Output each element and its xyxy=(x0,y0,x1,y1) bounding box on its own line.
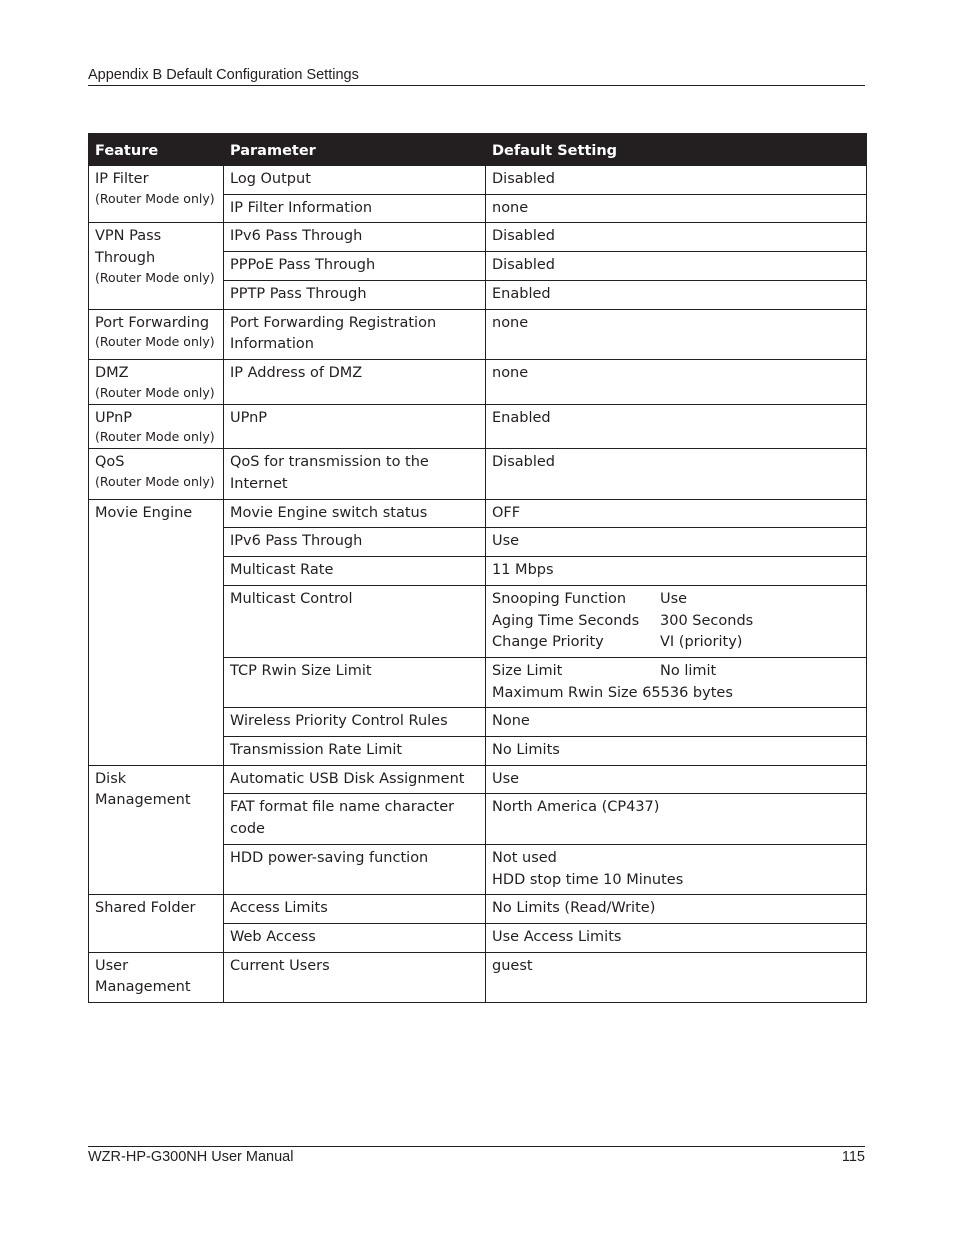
page-footer xyxy=(88,1146,865,1165)
setting-key: Change Priority xyxy=(492,634,604,651)
feature-name: User xyxy=(95,957,129,974)
feature-name: Disk xyxy=(95,770,127,787)
feature-cell xyxy=(89,765,224,895)
table-row xyxy=(89,404,867,449)
feature-name: Port Forwarding xyxy=(95,314,210,331)
table-row xyxy=(89,765,867,794)
default-cell: No Limits xyxy=(486,737,867,766)
parameter-cell: IP Address of DMZ xyxy=(224,359,486,404)
feature-name: Movie Engine xyxy=(95,504,193,521)
parameter-cell: Multicast Rate xyxy=(224,557,486,586)
feature-note: (Router Mode only) xyxy=(95,384,215,400)
feature-note: (Router Mode only) xyxy=(95,429,215,445)
default-cell: Disabled xyxy=(486,166,867,195)
table-row xyxy=(89,166,867,195)
table-row xyxy=(89,895,867,924)
column-header-feature: Feature xyxy=(89,134,224,166)
table-row xyxy=(89,449,867,499)
default-cell: OFF xyxy=(486,499,867,528)
default-cell: None xyxy=(486,708,867,737)
feature-name: DMZ xyxy=(95,364,129,381)
parameter-cell: IP Filter Information xyxy=(224,194,486,223)
setting-pair xyxy=(492,589,860,611)
table-row xyxy=(89,952,867,1002)
default-settings-table xyxy=(88,133,867,1003)
parameter-cell: IPv6 Pass Through xyxy=(224,528,486,557)
setting-value: VI (priority) xyxy=(660,634,743,651)
default-cell: Disabled xyxy=(486,223,867,252)
parameter-cell: FAT format file name character code xyxy=(224,794,486,844)
parameter-cell: Automatic USB Disk Assignment xyxy=(224,765,486,794)
parameter-cell: Transmission Rate Limit xyxy=(224,737,486,766)
parameter-cell: TCP Rwin Size Limit xyxy=(224,657,486,707)
column-header-parameter: Parameter xyxy=(224,134,486,166)
feature-cell xyxy=(89,223,224,309)
feature-name: UPnP xyxy=(95,409,133,426)
feature-cell xyxy=(89,952,224,1002)
default-cell: 11 Mbps xyxy=(486,557,867,586)
table-row xyxy=(89,359,867,404)
feature-name: VPN Pass xyxy=(95,228,162,245)
default-cell: guest xyxy=(486,952,867,1002)
default-cell xyxy=(486,585,867,657)
setting-line: HDD stop time 10 Minutes xyxy=(492,871,684,888)
feature-name: Management xyxy=(95,792,191,809)
parameter-cell: Web Access xyxy=(224,923,486,952)
setting-value: No limit xyxy=(660,662,717,679)
default-cell: No Limits (Read/Write) xyxy=(486,895,867,924)
table-row xyxy=(89,499,867,528)
feature-cell xyxy=(89,309,224,359)
feature-note: (Router Mode only) xyxy=(95,269,215,285)
table-row xyxy=(89,309,867,359)
parameter-cell: HDD power-saving function xyxy=(224,844,486,894)
feature-name: Management xyxy=(95,979,191,996)
table-row xyxy=(89,223,867,252)
header-title: Appendix B Default Configuration Settings xyxy=(88,67,359,83)
parameter-cell: QoS for transmission to the Internet xyxy=(224,449,486,499)
parameter-cell: Current Users xyxy=(224,952,486,1002)
feature-cell xyxy=(89,166,224,223)
default-cell xyxy=(486,844,867,894)
feature-cell xyxy=(89,449,224,499)
parameter-cell: PPTP Pass Through xyxy=(224,280,486,309)
setting-pair xyxy=(492,611,860,633)
parameter-cell: PPPoE Pass Through xyxy=(224,252,486,281)
setting-line: Maximum Rwin Size 65536 bytes xyxy=(492,684,733,701)
default-cell: Use xyxy=(486,528,867,557)
setting-pair xyxy=(492,661,860,683)
setting-key: Aging Time Seconds xyxy=(492,612,640,629)
default-cell xyxy=(486,657,867,707)
default-cell: none xyxy=(486,359,867,404)
feature-name: IP Filter xyxy=(95,171,149,187)
setting-key: Size Limit xyxy=(492,662,563,679)
page-number: 115 xyxy=(841,1149,865,1165)
parameter-cell: Log Output xyxy=(224,166,486,195)
page-header xyxy=(88,67,865,86)
parameter-cell: Access Limits xyxy=(224,895,486,924)
parameter-cell: Wireless Priority Control Rules xyxy=(224,708,486,737)
default-cell: Disabled xyxy=(486,252,867,281)
setting-key: Snooping Function xyxy=(492,590,627,607)
table-header-row xyxy=(89,134,867,166)
setting-pair xyxy=(492,632,860,654)
default-cell: none xyxy=(486,194,867,223)
setting-line: Not used xyxy=(492,849,557,866)
feature-note: (Router Mode only) xyxy=(95,334,215,350)
default-cell: Use xyxy=(486,765,867,794)
feature-name: Shared Folder xyxy=(95,900,196,917)
default-cell: none xyxy=(486,309,867,359)
feature-cell xyxy=(89,404,224,449)
feature-note: (Router Mode only) xyxy=(95,474,215,490)
default-cell: Enabled xyxy=(486,280,867,309)
setting-value: 300 Seconds xyxy=(660,612,754,629)
feature-cell xyxy=(89,499,224,765)
default-cell: Use Access Limits xyxy=(486,923,867,952)
feature-cell xyxy=(89,359,224,404)
default-cell: Enabled xyxy=(486,404,867,449)
column-header-default: Default Setting xyxy=(486,134,867,166)
feature-cell xyxy=(89,895,224,952)
feature-name: QoS xyxy=(95,454,125,471)
setting-value: Use xyxy=(660,590,688,607)
default-cell: Disabled xyxy=(486,449,867,499)
feature-name: Through xyxy=(95,250,156,267)
parameter-cell: Multicast Control xyxy=(224,585,486,657)
footer-manual-title: WZR-HP-G300NH User Manual xyxy=(88,1149,294,1165)
parameter-cell: IPv6 Pass Through xyxy=(224,223,486,252)
feature-note: (Router Mode only) xyxy=(95,190,215,206)
parameter-cell: UPnP xyxy=(224,404,486,449)
parameter-cell: Port Forwarding Registration Information xyxy=(224,309,486,359)
default-cell: North America (CP437) xyxy=(486,794,867,844)
parameter-cell: Movie Engine switch status xyxy=(224,499,486,528)
